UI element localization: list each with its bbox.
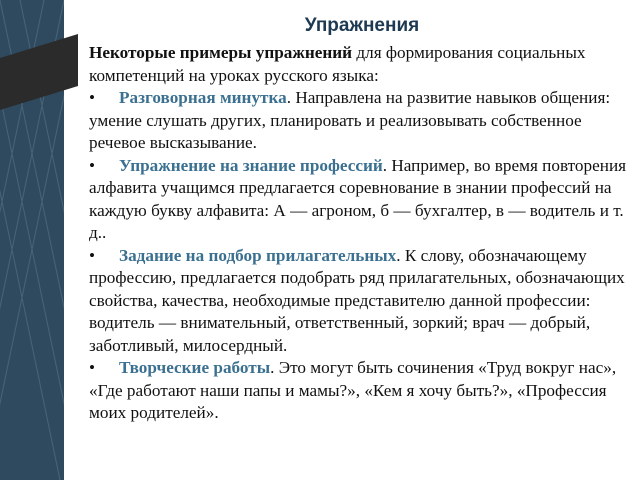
item-term: Упражнение на знание профессий xyxy=(119,155,383,175)
item-text: . Направлена на развитие навыков общения: умение слушать других, планировать и реализовывать собственное речевое высказывание. xyxy=(89,88,611,152)
intro-text: для формирования социальных компетенций на уроках русского языка: xyxy=(89,43,586,85)
item-term: Творческие работы xyxy=(119,358,271,377)
slide-title: Упражнения xyxy=(304,15,420,36)
item-text: . Например, во время повторения алфавита учащимся предлагается соревнование в знании профессий на каждую букву алфавита: А — агроном, б — бухгалтер, в — водитель и т. д.. xyxy=(89,155,627,242)
bullet-marker: • xyxy=(89,358,96,377)
bullet-marker: • xyxy=(89,245,96,265)
item-term: Разговорная минутка xyxy=(119,88,287,107)
bullet-marker: • xyxy=(89,88,96,107)
intro-paragraph xyxy=(89,42,629,87)
item-text: . К слову, обозначающему профессию, предлагается подобрать ряд прилагательных, обозначающих свойства, качества, необходимые представителю данной профессии: водитель — внимательный, ответственный, зоркий; врач — добрый, заботливый, милосердный. xyxy=(89,245,625,355)
slide-content xyxy=(89,14,629,425)
list-item xyxy=(89,155,629,245)
list-item xyxy=(89,357,629,425)
bullet-marker: • xyxy=(89,155,96,175)
item-text: . Это могут быть сочинения «Труд вокруг нас», «Где работают наши папы и мамы?», «Кем я хочу быть?», «Профессия моих родителей». xyxy=(89,358,617,422)
intro-lead: Некоторые примеры упражнений xyxy=(89,43,353,62)
item-term: Задание на подбор прилагательных xyxy=(119,245,397,265)
list-item xyxy=(89,87,629,155)
slide-tab-decor xyxy=(0,0,86,130)
list-item xyxy=(89,245,629,358)
